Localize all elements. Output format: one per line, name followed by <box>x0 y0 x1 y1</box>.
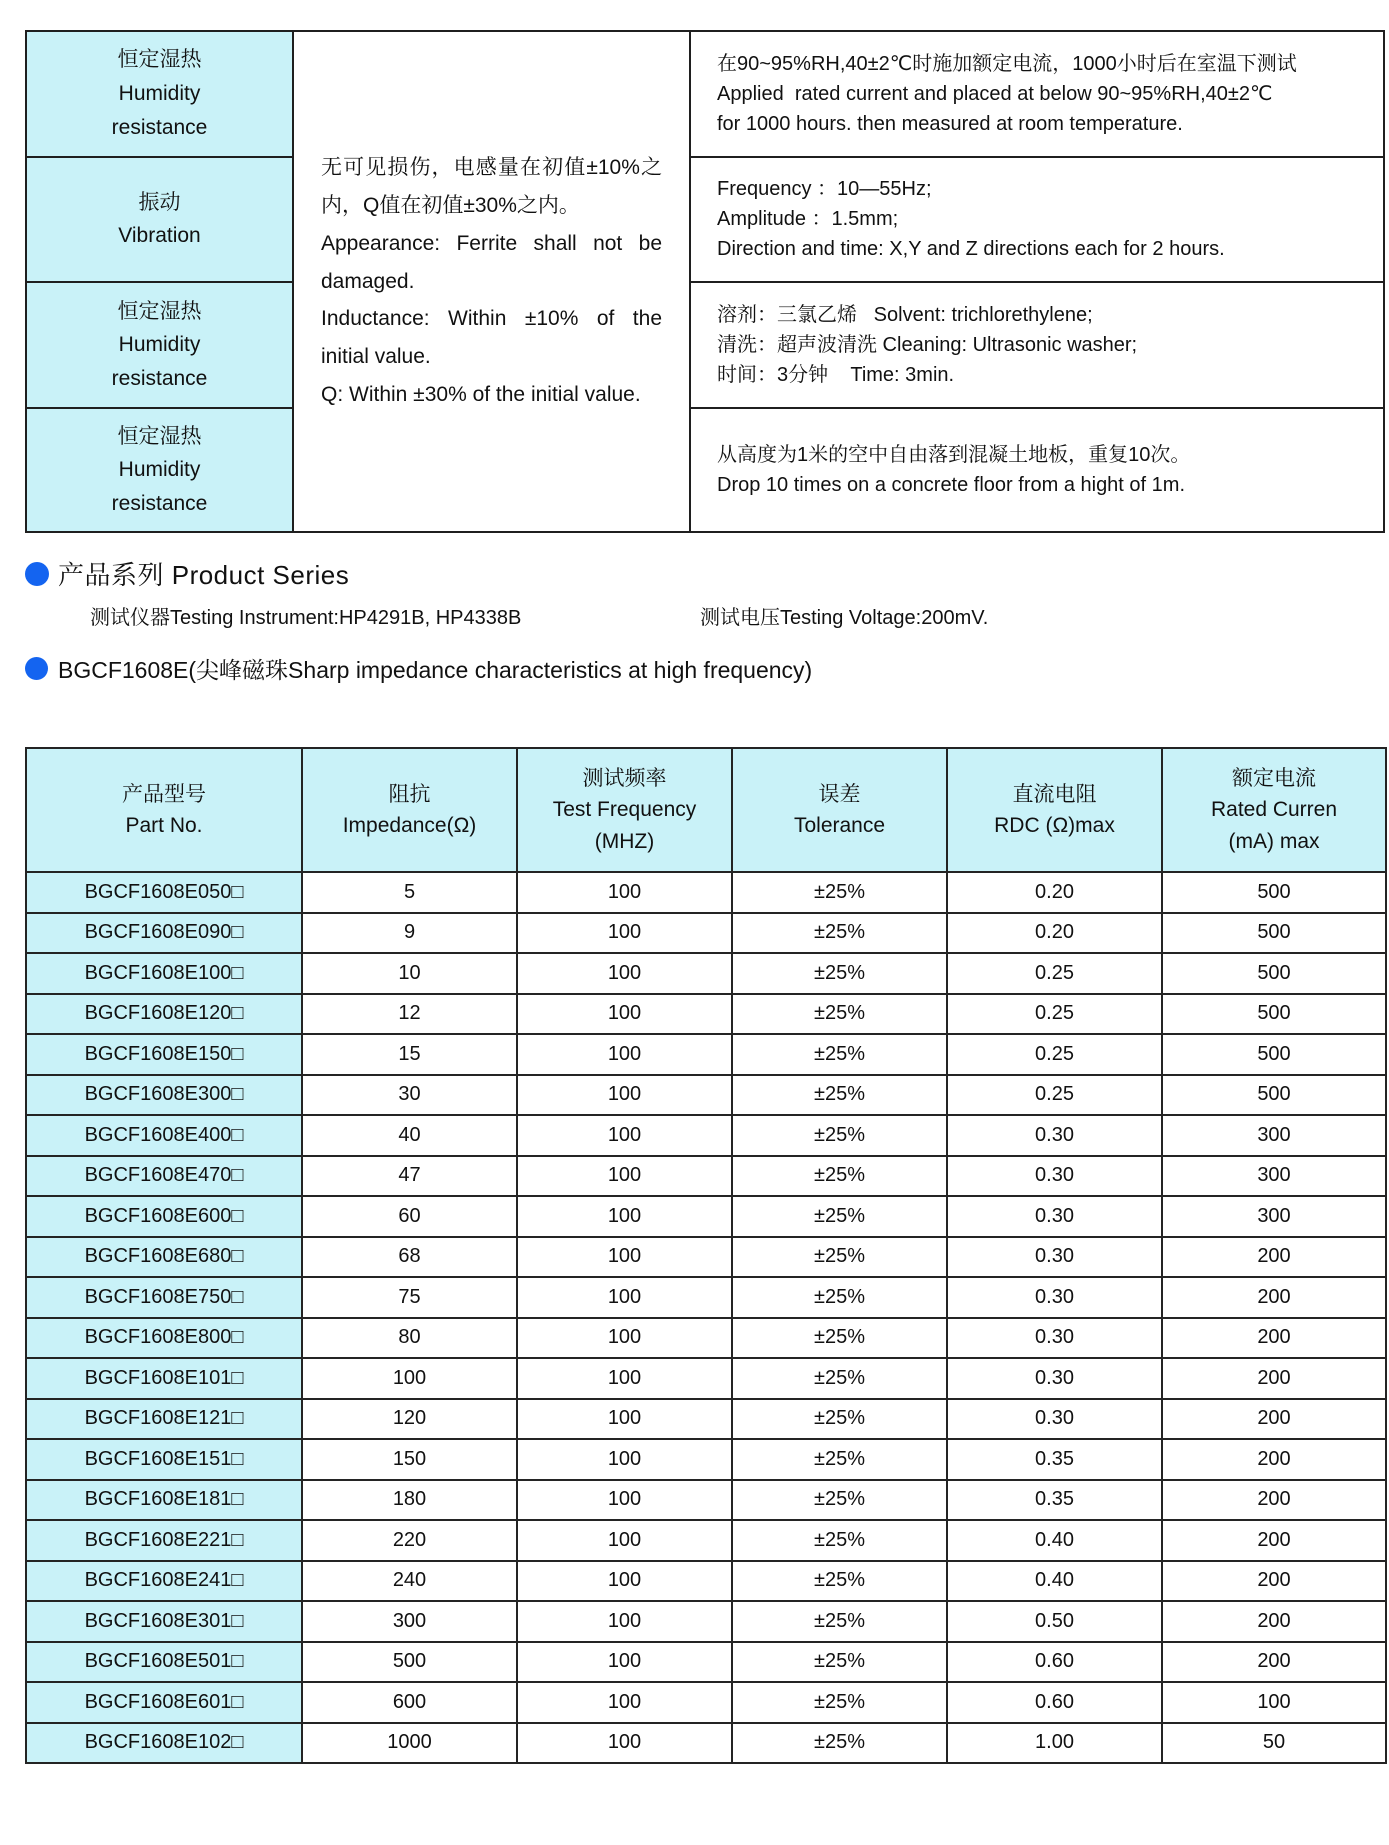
text-line: Humidity <box>118 458 201 482</box>
test-frequency-cell: 100 <box>517 1358 732 1399</box>
test-frequency-cell: 100 <box>517 1277 732 1318</box>
text-line: resistance <box>111 491 208 515</box>
rdc-cell: 0.30 <box>947 1115 1162 1156</box>
criteria-line: Q: Within ±30% of the initial value. <box>321 382 641 406</box>
product-table <box>25 747 1387 1764</box>
text-line: 在90~95%RH,40±2℃时施加额定电流，1000小时后在室温下测试 <box>717 52 1297 75</box>
text-line: Humidity <box>118 82 201 105</box>
table-row <box>26 913 1386 954</box>
part-no-cell: BGCF1608E150□ <box>26 1034 302 1075</box>
part-no-cell: BGCF1608E300□ <box>26 1075 302 1116</box>
rated-current-cell: 50 <box>1162 1723 1386 1764</box>
impedance-cell: 9 <box>302 913 517 954</box>
table-row <box>26 1075 1386 1116</box>
row-label-humidity-1 <box>26 31 293 157</box>
text-line: 从高度为1米的空中自由落到混凝土地板，重复10次。 <box>717 443 1191 466</box>
rated-current-cell: 200 <box>1162 1277 1386 1318</box>
impedance-cell: 5 <box>302 872 517 913</box>
impedance-cell: 240 <box>302 1561 517 1602</box>
tolerance-cell: ±25% <box>732 1439 947 1480</box>
reliability-row-humidity-1 <box>26 31 1384 157</box>
reliability-row-humidity-3 <box>26 408 1384 532</box>
impedance-cell: 10 <box>302 953 517 994</box>
impedance-cell: 300 <box>302 1601 517 1642</box>
table-row <box>26 1723 1386 1764</box>
row-label-humidity-3 <box>26 408 293 532</box>
impedance-cell: 120 <box>302 1399 517 1440</box>
table-row <box>26 1237 1386 1278</box>
part-no-cell: BGCF1608E090□ <box>26 913 302 954</box>
rdc-cell: 0.30 <box>947 1399 1162 1440</box>
rated-current-cell: 200 <box>1162 1561 1386 1602</box>
tolerance-cell: ±25% <box>732 1277 947 1318</box>
rdc-cell: 0.20 <box>947 913 1162 954</box>
rdc-cell: 0.30 <box>947 1277 1162 1318</box>
tolerance-cell: ±25% <box>732 1115 947 1156</box>
tolerance-cell: ±25% <box>732 1318 947 1359</box>
table-row <box>26 1358 1386 1399</box>
text-line: Applied rated current and placed at below 90~95%RH,40±2℃ <box>717 82 1273 105</box>
rated-current-cell: 500 <box>1162 1034 1386 1075</box>
test-frequency-cell: 100 <box>517 1115 732 1156</box>
table-row <box>26 1480 1386 1521</box>
test-frequency-cell: 100 <box>517 1723 732 1764</box>
text-line: 测试频率 <box>582 766 667 790</box>
criteria-line: 无可见损伤，电感量在初值±10%之内，Q值在初值±30%之内。 <box>321 156 662 217</box>
part-no-cell: BGCF1608E101□ <box>26 1358 302 1399</box>
test-frequency-cell: 100 <box>517 1156 732 1197</box>
text-line: 时间：3分钟 Time: 3min. <box>717 364 955 387</box>
header-row <box>26 748 1386 872</box>
impedance-cell: 150 <box>302 1439 517 1480</box>
test-frequency-cell: 100 <box>517 953 732 994</box>
text-line: 阻抗 <box>388 782 431 806</box>
impedance-cell: 600 <box>302 1682 517 1723</box>
rdc-cell: 0.30 <box>947 1156 1162 1197</box>
rdc-cell: 0.40 <box>947 1520 1162 1561</box>
testing-instrument-text: 测试仪器Testing Instrument:HP4291B, HP4338B <box>90 607 522 629</box>
text-line: 产品型号 <box>122 782 206 806</box>
impedance-cell: 220 <box>302 1520 517 1561</box>
part-no-cell: BGCF1608E100□ <box>26 953 302 994</box>
row-label-vibration <box>26 157 293 283</box>
rated-current-cell: 300 <box>1162 1196 1386 1237</box>
test-frequency-cell: 100 <box>517 1642 732 1683</box>
header-tolerance <box>732 748 947 872</box>
criteria-line: Inductance: Within ±10% of the initial value. <box>321 307 662 369</box>
rdc-cell: 0.30 <box>947 1237 1162 1278</box>
rdc-cell: 0.25 <box>947 994 1162 1035</box>
condition-cell-drop <box>690 408 1384 532</box>
criteria-line: Appearance: Ferrite shall not be damaged. <box>321 231 662 293</box>
text-line: for 1000 hours. then measured at room temperature. <box>717 112 1183 135</box>
reliability-row-humidity-2 <box>26 282 1384 408</box>
part-no-cell: BGCF1608E050□ <box>26 872 302 913</box>
part-no-cell: BGCF1608E221□ <box>26 1520 302 1561</box>
rdc-cell: 0.25 <box>947 953 1162 994</box>
test-frequency-cell: 100 <box>517 1237 732 1278</box>
rated-current-cell: 200 <box>1162 1399 1386 1440</box>
text-line: 清洗：超声波清洗 Cleaning: Ultrasonic washer; <box>717 334 1138 357</box>
table-row <box>26 1682 1386 1723</box>
tolerance-cell: ±25% <box>732 1034 947 1075</box>
tolerance-cell: ±25% <box>732 1601 947 1642</box>
part-no-cell: BGCF1608E400□ <box>26 1115 302 1156</box>
table-row <box>26 1399 1386 1440</box>
tolerance-cell: ±25% <box>732 953 947 994</box>
table-row <box>26 1318 1386 1359</box>
criteria-text <box>294 141 689 422</box>
impedance-cell: 1000 <box>302 1723 517 1764</box>
text-line: Humidity <box>118 333 201 357</box>
impedance-cell: 100 <box>302 1358 517 1399</box>
header-impedance <box>302 748 517 872</box>
reliability-table <box>25 30 1385 533</box>
table-row <box>26 953 1386 994</box>
part-no-cell: BGCF1608E501□ <box>26 1642 302 1683</box>
rdc-cell: 0.30 <box>947 1358 1162 1399</box>
text-line: Test Frequency <box>552 798 697 822</box>
series-heading <box>25 652 812 685</box>
condition-cell-vibration <box>690 157 1384 283</box>
text-line: 振动 <box>138 190 181 214</box>
impedance-cell: 40 <box>302 1115 517 1156</box>
test-frequency-cell: 100 <box>517 1480 732 1521</box>
text-line: (MHZ) <box>594 829 655 853</box>
part-no-cell: BGCF1608E301□ <box>26 1601 302 1642</box>
test-frequency-cell: 100 <box>517 872 732 913</box>
table-row <box>26 1115 1386 1156</box>
header-rated-current <box>1162 748 1386 872</box>
test-frequency-cell: 100 <box>517 994 732 1035</box>
tolerance-cell: ±25% <box>732 1520 947 1561</box>
test-frequency-cell: 100 <box>517 1399 732 1440</box>
text-line: Part No. <box>125 814 203 837</box>
rdc-cell: 0.30 <box>947 1196 1162 1237</box>
testing-meta-line <box>0 601 1389 629</box>
rdc-cell: 0.25 <box>947 1075 1162 1116</box>
rdc-cell: 0.40 <box>947 1561 1162 1602</box>
testing-voltage-text: 测试电压Testing Voltage:200mV. <box>700 607 989 629</box>
text-line: Frequency ：10—55Hz; <box>717 178 932 201</box>
product-series-heading-text: 产品系列 Product Series <box>58 560 350 590</box>
tolerance-cell: ±25% <box>732 1682 947 1723</box>
product-table-header <box>26 748 1386 872</box>
test-frequency-cell: 100 <box>517 1318 732 1359</box>
rated-current-cell: 300 <box>1162 1115 1386 1156</box>
product-table-body <box>26 872 1386 1763</box>
impedance-cell: 12 <box>302 994 517 1035</box>
rated-current-cell: 500 <box>1162 1075 1386 1116</box>
part-no-cell: BGCF1608E102□ <box>26 1723 302 1764</box>
part-no-cell: BGCF1608E120□ <box>26 994 302 1035</box>
part-no-cell: BGCF1608E181□ <box>26 1480 302 1521</box>
table-row <box>26 1520 1386 1561</box>
row-label-humidity-2 <box>26 282 293 408</box>
rdc-cell: 0.50 <box>947 1601 1162 1642</box>
condition-cell-solvent <box>690 282 1384 408</box>
test-frequency-cell: 100 <box>517 1601 732 1642</box>
part-no-cell: BGCF1608E151□ <box>26 1439 302 1480</box>
text-line: Rated Curren <box>1210 798 1338 822</box>
test-frequency-cell: 100 <box>517 1196 732 1237</box>
text-line: Tolerance <box>793 814 886 837</box>
text-line: 恒定湿热 <box>117 424 202 448</box>
tolerance-cell: ±25% <box>732 1156 947 1197</box>
text-line: 额定电流 <box>1232 766 1316 790</box>
rated-current-cell: 200 <box>1162 1601 1386 1642</box>
condition-cell-humidity-1 <box>690 31 1384 157</box>
rdc-cell: 0.60 <box>947 1642 1162 1683</box>
rated-current-cell: 200 <box>1162 1318 1386 1359</box>
part-no-cell: BGCF1608E800□ <box>26 1318 302 1359</box>
tolerance-cell: ±25% <box>732 1075 947 1116</box>
rated-current-cell: 500 <box>1162 872 1386 913</box>
criteria-cell <box>293 31 690 532</box>
rdc-cell: 0.20 <box>947 872 1162 913</box>
rated-current-cell: 200 <box>1162 1358 1386 1399</box>
part-no-cell: BGCF1608E601□ <box>26 1682 302 1723</box>
tolerance-cell: ±25% <box>732 1723 947 1764</box>
tolerance-cell: ±25% <box>732 1358 947 1399</box>
rated-current-cell: 200 <box>1162 1642 1386 1683</box>
table-row <box>26 1034 1386 1075</box>
reliability-row-vibration <box>26 157 1384 283</box>
impedance-cell: 500 <box>302 1642 517 1683</box>
rdc-cell: 0.60 <box>947 1682 1162 1723</box>
rdc-cell: 0.25 <box>947 1034 1162 1075</box>
table-row <box>26 1277 1386 1318</box>
text-line: Amplitude ：1.5mm; <box>717 208 899 231</box>
part-no-cell: BGCF1608E750□ <box>26 1277 302 1318</box>
rated-current-cell: 300 <box>1162 1156 1386 1197</box>
rdc-cell: 0.30 <box>947 1318 1162 1359</box>
series-heading-text: BGCF1608E(尖峰磁珠Sharp impedance characteristics at high frequency) <box>58 657 813 683</box>
part-no-cell: BGCF1608E680□ <box>26 1237 302 1278</box>
test-frequency-cell: 100 <box>517 1520 732 1561</box>
table-row <box>26 1642 1386 1683</box>
impedance-cell: 47 <box>302 1156 517 1197</box>
rated-current-cell: 500 <box>1162 994 1386 1035</box>
text-line: Impedance(Ω) <box>342 814 477 837</box>
rated-current-cell: 200 <box>1162 1237 1386 1278</box>
text-line: (mA) max <box>1228 829 1320 853</box>
bullet-icon <box>25 657 48 680</box>
table-row <box>26 1601 1386 1642</box>
bullet-icon <box>25 562 49 586</box>
part-no-cell: BGCF1608E470□ <box>26 1156 302 1197</box>
product-series-heading <box>25 555 349 592</box>
table-row <box>26 994 1386 1035</box>
tolerance-cell: ±25% <box>732 913 947 954</box>
test-frequency-cell: 100 <box>517 1034 732 1075</box>
tolerance-cell: ±25% <box>732 994 947 1035</box>
part-no-cell: BGCF1608E241□ <box>26 1561 302 1602</box>
header-rdc <box>947 748 1162 872</box>
table-row <box>26 1439 1386 1480</box>
impedance-cell: 180 <box>302 1480 517 1521</box>
tolerance-cell: ±25% <box>732 1196 947 1237</box>
table-row <box>26 872 1386 913</box>
impedance-cell: 68 <box>302 1237 517 1278</box>
tolerance-cell: ±25% <box>732 1561 947 1602</box>
table-row <box>26 1561 1386 1602</box>
rdc-cell: 0.35 <box>947 1480 1162 1521</box>
text-line: Direction and time: X,Y and Z directions each for 2 hours. <box>717 238 1225 261</box>
rated-current-cell: 500 <box>1162 953 1386 994</box>
test-frequency-cell: 100 <box>517 1075 732 1116</box>
text-line: Drop 10 times on a concrete floor from a hight of 1m. <box>717 473 1185 496</box>
tolerance-cell: ±25% <box>732 1237 947 1278</box>
tolerance-cell: ±25% <box>732 872 947 913</box>
rdc-cell: 0.35 <box>947 1439 1162 1480</box>
impedance-cell: 30 <box>302 1075 517 1116</box>
text-line: resistance <box>111 115 208 139</box>
rated-current-cell: 200 <box>1162 1439 1386 1480</box>
text-line: 误差 <box>818 782 861 806</box>
table-row <box>26 1196 1386 1237</box>
impedance-cell: 15 <box>302 1034 517 1075</box>
part-no-cell: BGCF1608E121□ <box>26 1399 302 1440</box>
text-line: Vibration <box>118 224 201 248</box>
test-frequency-cell: 100 <box>517 913 732 954</box>
text-line: 恒定湿热 <box>117 299 202 323</box>
tolerance-cell: ±25% <box>732 1642 947 1683</box>
rated-current-cell: 200 <box>1162 1520 1386 1561</box>
header-part-no <box>26 748 302 872</box>
table-row <box>26 1156 1386 1197</box>
test-frequency-cell: 100 <box>517 1682 732 1723</box>
impedance-cell: 80 <box>302 1318 517 1359</box>
test-frequency-cell: 100 <box>517 1561 732 1602</box>
tolerance-cell: ±25% <box>732 1399 947 1440</box>
rated-current-cell: 200 <box>1162 1480 1386 1521</box>
rated-current-cell: 500 <box>1162 913 1386 954</box>
text-line: 恒定湿热 <box>117 48 202 72</box>
text-line: 直流电阻 <box>1012 782 1097 806</box>
text-line: RDC (Ω)max <box>994 814 1115 837</box>
impedance-cell: 60 <box>302 1196 517 1237</box>
rdc-cell: 1.00 <box>947 1723 1162 1764</box>
impedance-cell: 75 <box>302 1277 517 1318</box>
part-no-cell: BGCF1608E600□ <box>26 1196 302 1237</box>
header-test-frequency <box>517 748 732 872</box>
text-line: 溶剂：三氯乙烯 Solvent: trichlorethylene; <box>717 304 1093 327</box>
test-frequency-cell: 100 <box>517 1439 732 1480</box>
rated-current-cell: 100 <box>1162 1682 1386 1723</box>
text-line: resistance <box>111 366 208 390</box>
tolerance-cell: ±25% <box>732 1480 947 1521</box>
